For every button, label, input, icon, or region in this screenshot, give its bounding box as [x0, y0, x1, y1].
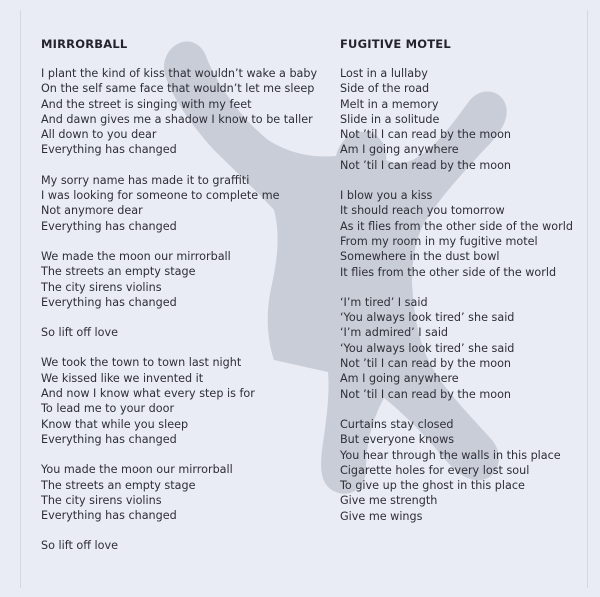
- lyric-line: I was looking for someone to complete me: [41, 189, 280, 203]
- lyric-line: Not anymore dear: [41, 204, 143, 218]
- lyric-line: Lost in a lullaby: [340, 67, 428, 80]
- stanza: [41, 538, 321, 553]
- lyric-line: To lead me to your door: [41, 402, 175, 416]
- lyric-line: We took the town to town last night: [41, 356, 242, 370]
- lyric-line: I blow you a kiss: [340, 189, 433, 203]
- lyric-line: Everything has changed: [41, 143, 177, 157]
- lyric-line: The streets an empty stage: [41, 478, 196, 492]
- lyric-line: So lift off love: [41, 326, 118, 340]
- lyric-line: Not ’til I can read by the moon: [340, 357, 512, 371]
- stanza: [41, 325, 321, 340]
- stanza: [41, 355, 321, 447]
- lyric-line: The city sirens violins: [41, 493, 162, 507]
- song-title: MIRRORBALL: [41, 37, 128, 51]
- stanza: [41, 462, 321, 523]
- lyric-line: We kissed like we invented it: [41, 371, 204, 385]
- lyric-line: Give me wings: [340, 509, 423, 523]
- lyric-line: Not ’til I can read by the moon: [340, 387, 512, 401]
- lyric-line: Somewhere in the dust bowl: [340, 250, 500, 264]
- song-column-fugitive-motel: [340, 36, 580, 539]
- lyric-line: The city sirens violins: [41, 280, 162, 294]
- lyric-line: It flies from the other side of the world: [340, 265, 557, 279]
- lyric-line: All down to you dear: [41, 128, 157, 142]
- stanza: [340, 66, 580, 173]
- stanza: [340, 295, 580, 402]
- stanza: [340, 417, 580, 524]
- song-title: FUGITIVE MOTEL: [340, 37, 451, 51]
- lyric-line: From my room in my fugitive motel: [340, 234, 538, 248]
- lyric-line: ‘You always look tired’ she said: [340, 341, 515, 355]
- lyric-line: So lift off love: [41, 539, 118, 553]
- lyric-line: The streets an empty stage: [41, 265, 196, 279]
- stanza: [41, 173, 321, 234]
- lyric-line: My sorry name has made it to graffiti: [41, 173, 250, 187]
- lyric-line: But everyone knows: [340, 433, 455, 447]
- lyric-line: ‘You always look tired’ she said: [340, 311, 515, 325]
- lyric-line: Curtains stay closed: [340, 417, 454, 431]
- lyric-line: Melt in a memory: [340, 97, 439, 111]
- song-column-mirrorball: [41, 36, 321, 569]
- lyric-line: Am I going anywhere: [340, 143, 459, 157]
- lyric-line: ‘I’m admired’ I said: [340, 326, 449, 340]
- lyric-line: I plant the kind of kiss that wouldn’t wake a baby: [41, 67, 318, 80]
- lyric-line: Am I going anywhere: [340, 372, 459, 386]
- lyric-line: Know that while you sleep: [41, 417, 189, 431]
- lyric-line: It should reach you tomorrow: [340, 204, 505, 218]
- lyric-line: Everything has changed: [41, 219, 177, 233]
- lyric-line: You hear through the walls in this place: [340, 448, 561, 462]
- lyric-line: Give me strength: [340, 494, 438, 508]
- stanza: [41, 66, 321, 158]
- stanza: [340, 188, 580, 280]
- lyric-line: We made the moon our mirrorball: [41, 249, 231, 263]
- lyric-line: As it flies from the other side of the world: [340, 219, 573, 233]
- lyric-line: ‘I’m tired’ I said: [340, 295, 428, 309]
- lyric-line: And dawn gives me a shadow I know to be taller: [41, 112, 313, 126]
- lyric-line: Cigarette holes for every lost soul: [340, 463, 530, 477]
- lyric-line: Slide in a solitude: [340, 112, 440, 126]
- lyric-line: And now I know what every step is for: [41, 387, 255, 401]
- lyric-line: Everything has changed: [41, 509, 177, 523]
- lyric-line: Not ’til I can read by the moon: [340, 128, 512, 142]
- stanza: [41, 249, 321, 310]
- lyric-line: On the self same face that wouldn’t let me sleep: [41, 82, 315, 96]
- lyric-line: Everything has changed: [41, 295, 177, 309]
- lyric-line: You made the moon our mirrorball: [41, 463, 233, 477]
- lyric-line: Not ’til I can read by the moon: [340, 158, 512, 172]
- lyric-line: And the street is singing with my feet: [41, 97, 252, 111]
- lyric-line: Everything has changed: [41, 432, 177, 446]
- lyric-line: Side of the road: [340, 82, 430, 96]
- lyric-line: To give up the ghost in this place: [340, 479, 525, 493]
